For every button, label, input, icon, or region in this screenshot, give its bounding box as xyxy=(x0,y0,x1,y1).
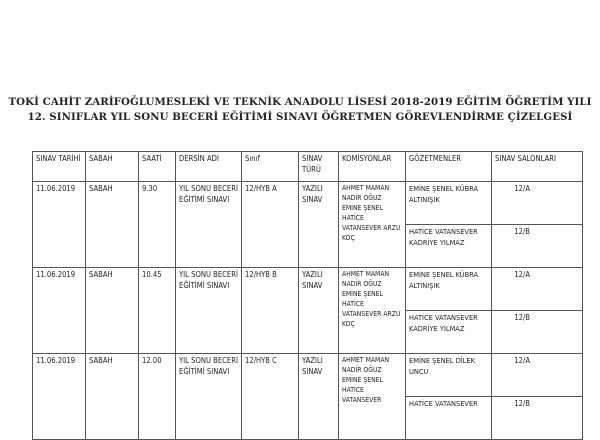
table-header-row xyxy=(33,152,583,182)
cell-salon: 12/B xyxy=(492,225,583,268)
cell-ders: YIL SONU BECERİ EĞİTİMİ SINAVI xyxy=(176,182,242,268)
cell-salon: 12/A xyxy=(492,354,583,397)
cell-tur: YAZILI SINAV xyxy=(299,354,339,440)
cell-saat: 12.00 xyxy=(139,354,176,440)
cell-ders: YIL SONU BECERİ EĞİTİMİ SINAVI xyxy=(176,354,242,440)
cell-salon: 12/B xyxy=(492,311,583,354)
header-dersin-adi: DERSİN ADI xyxy=(176,152,242,182)
assignment-table xyxy=(32,151,583,440)
cell-gozetmen: HATİCE VATANSEVER KADRİYE YILMAZ xyxy=(406,311,492,354)
cell-komisyon: AHMET MAMAN NADİR OĞUZ EMİNE ŞENEL HATİCE VATANSEVER xyxy=(339,354,406,440)
cell-tarih: 11.06.2019 xyxy=(33,268,86,354)
cell-komisyon: AHMET MAMAN NADİR OĞUZ EMİNE ŞENEL HATİCE VATANSEVER ARZU KOÇ xyxy=(339,268,406,354)
header-komisyonlar: KOMİSYONLAR xyxy=(339,152,406,182)
cell-sinif: 12/HYB B xyxy=(242,268,299,354)
cell-salon: 12/B xyxy=(492,397,583,440)
document-title-line-2: 12. SINIFLAR YIL SONU BECERİ EĞİTİMİ SINAVI ÖĞRETMEN GÖREVLENDİRME ÇİZELGESİ xyxy=(27,111,573,123)
cell-gozetmen: EMİNE ŞENEL KÜBRA ALTINIŞIK xyxy=(406,182,492,225)
header-saati: SAATİ xyxy=(139,152,176,182)
cell-saat: 9.30 xyxy=(139,182,176,268)
table-row xyxy=(33,182,583,225)
header-sinav-turu: SINAV TÜRÜ xyxy=(299,152,339,182)
cell-tur: YAZILI SINAV xyxy=(299,268,339,354)
cell-tarih: 11.06.2019 xyxy=(33,182,86,268)
cell-tarih: 11.06.2019 xyxy=(33,354,86,440)
table-row xyxy=(33,268,583,311)
cell-salon: 12/A xyxy=(492,268,583,311)
document-title-line-1: TOKİ CAHİT ZARİFOĞLUMESLEKİ VE TEKNİK ANADOLU LİSESİ 2018-2019 EĞİTİM ÖĞRETİM YILI xyxy=(8,96,592,108)
cell-sabah: SABAH xyxy=(86,182,139,268)
cell-sabah: SABAH xyxy=(86,354,139,440)
cell-sabah: SABAH xyxy=(86,268,139,354)
cell-komisyon: AHMET MAMAN NADİR OĞUZ EMİNE ŞENEL HATİCE VATANSEVER ARZU KOÇ xyxy=(339,182,406,268)
cell-gozetmen: EMİNE ŞENEL KÜBRA ALTINIŞIK xyxy=(406,268,492,311)
header-sinav-tarihi: SINAV TARİHİ xyxy=(33,152,86,182)
header-sinav-salonlari: SINAV SALONLARI xyxy=(492,152,583,182)
header-gozetmenler: GÖZETMENLER xyxy=(406,152,492,182)
cell-gozetmen: HATİCE VATANSEVER KADRİYE YILMAZ xyxy=(406,225,492,268)
cell-sinif: 12/HYB A xyxy=(242,182,299,268)
cell-tur: YAZILI SINAV xyxy=(299,182,339,268)
cell-gozetmen: HATİCE VATANSEVER xyxy=(406,397,492,440)
header-sinif: Sınıf xyxy=(242,152,299,182)
cell-saat: 10.45 xyxy=(139,268,176,354)
cell-salon: 12/A xyxy=(492,182,583,225)
cell-ders: YIL SONU BECERİ EĞİTİMİ SINAVI xyxy=(176,268,242,354)
cell-sinif: 12/HYB C xyxy=(242,354,299,440)
table-row xyxy=(33,354,583,397)
header-sabah: SABAH xyxy=(86,152,139,182)
cell-gozetmen: EMİNE ŞENEL DİLEK UNCU xyxy=(406,354,492,397)
